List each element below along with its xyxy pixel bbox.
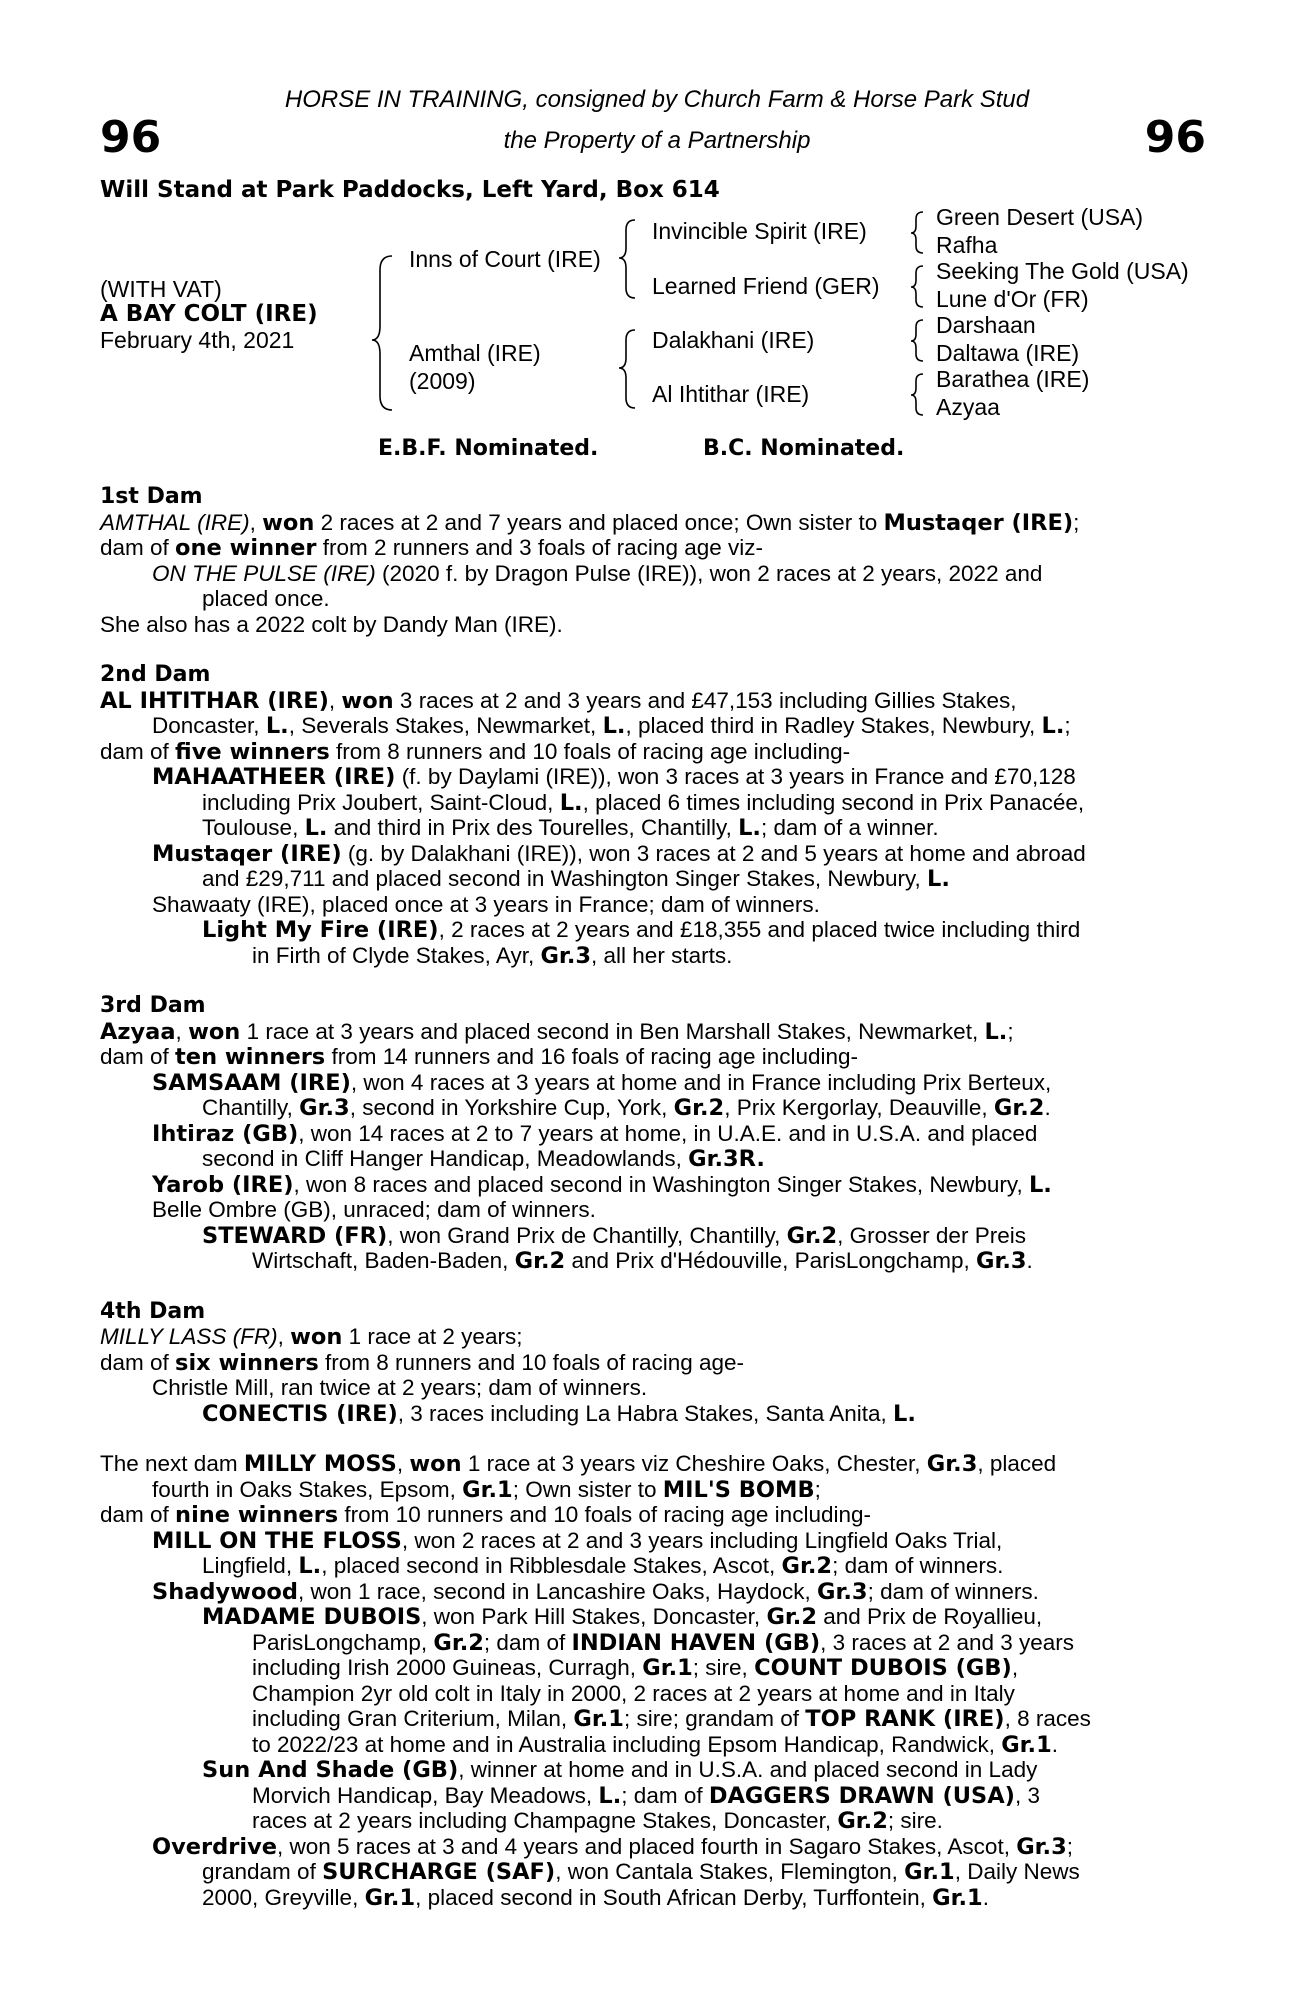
bold-text: Azyaa [100, 1018, 176, 1045]
bold-text: six winners [175, 1349, 319, 1376]
catalogue-line [100, 1655, 1205, 1681]
text: including Prix Joubert, Saint-Cloud, [202, 789, 560, 815]
ancestor-8: Azyaa [936, 394, 1000, 420]
ancestor-7: Barathea (IRE) [936, 366, 1090, 392]
text: ; [814, 1476, 821, 1502]
catalogue-line [100, 866, 1205, 892]
bold-text: won [341, 687, 394, 714]
text: ; sire. [887, 1808, 943, 1833]
bold-text: Gr.3 [975, 1248, 1027, 1274]
bold-text: SURCHARGE (SAF) [322, 1859, 556, 1885]
text: races at 2 years including Champagne Stakes, Doncaster, [252, 1808, 838, 1833]
date-of-birth: February 4th, 2021 [100, 327, 295, 353]
text: (2020 f. by Dragon Pulse (IRE)), won 2 races at 2 years, 2022 and [375, 560, 1043, 586]
catalogue-line [100, 1808, 1205, 1834]
catalogue-line [100, 1783, 1205, 1809]
text: Champion 2yr old colt in Italy in 2000, 2 races at 2 years at home and in Italy [252, 1680, 1015, 1706]
catalogue-line [100, 739, 1205, 765]
text: ; [1073, 509, 1080, 535]
catalogue-line [100, 943, 1205, 969]
text: , [1011, 1655, 1019, 1680]
text: , 3 [1014, 1782, 1040, 1808]
ancestor-4: Lune d'Or (FR) [936, 286, 1089, 312]
text: ; [1007, 1018, 1014, 1044]
bold-text: COUNT DUBOIS (GB) [754, 1655, 1012, 1681]
text: ; dam of winners. [832, 1553, 1004, 1578]
text: , [328, 687, 342, 713]
text: ; sire; grandam of [623, 1706, 806, 1731]
bold-text: Yarob (IRE) [152, 1171, 294, 1198]
bold-text: won [188, 1018, 241, 1045]
bold-text: Gr.3 [299, 1095, 350, 1121]
consignment-line: HORSE IN TRAINING, consigned by Church Farm & Horse Park Stud [284, 86, 1030, 113]
bold-text: won [290, 1324, 343, 1350]
lot-number-left: 96 [100, 112, 162, 163]
section-heading: 3rd Dam [100, 993, 206, 1018]
bold-text: Gr.2 [766, 1604, 817, 1630]
bold-text: Gr.1 [642, 1655, 693, 1681]
bold-text: L. [738, 815, 761, 841]
text: from 14 runners and 16 foals of racing age including- [325, 1044, 859, 1069]
dam-name: Amthal (IRE) [409, 340, 541, 366]
text: from 2 runners and 3 foals of racing age viz- [316, 535, 763, 560]
text: . [982, 1884, 989, 1910]
catalogue-line [100, 841, 1205, 867]
catalogue-line [100, 1630, 1205, 1656]
text: , won Cantala Stakes, Flemington, [555, 1859, 905, 1884]
text: and Prix d'Hédouville, ParisLongchamp, [565, 1248, 976, 1273]
text: including Irish 2000 Guineas, Curragh, [252, 1655, 643, 1680]
bold-text: Gr.3 [926, 1451, 978, 1477]
catalogue-line [100, 1706, 1205, 1732]
text: ; Own sister to [512, 1476, 663, 1502]
bold-text: Gr.1 [364, 1884, 416, 1911]
bold-text: Gr.2 [786, 1222, 838, 1249]
bold-text: Gr.2 [514, 1248, 566, 1274]
bold-text: L. [265, 713, 289, 739]
bold-text: TOP RANK (IRE) [805, 1706, 1005, 1732]
text: , Daily News [954, 1859, 1080, 1884]
bold-text: Gr.1 [462, 1476, 513, 1503]
text: 1 race at 2 years; [342, 1324, 523, 1349]
bold-text: Gr.3 [817, 1578, 868, 1605]
text: Morvich Handicap, Bay Meadows, [252, 1782, 599, 1808]
catalogue-line [100, 1248, 1205, 1274]
text: grandam of [202, 1859, 323, 1884]
text: Chantilly, [202, 1095, 300, 1120]
text: , placed 6 times including second in Prix Panacée, [582, 789, 1085, 815]
catalogue-line [100, 764, 1205, 790]
text: dam of [100, 1502, 176, 1527]
text: dam of [100, 738, 176, 764]
text: The next dam [100, 1451, 244, 1476]
text: , 2 races at 2 years and £18,355 and placed twice including third [438, 917, 1081, 942]
catalogue-line [100, 1553, 1205, 1579]
dam-section [100, 1451, 1205, 1910]
bold-text: Gr.2 [781, 1553, 833, 1579]
dam-dam-name: Al Ihtithar (IRE) [652, 381, 810, 407]
bold-text: Mustaqer (IRE) [883, 509, 1074, 536]
horse-name: A BAY COLT (IRE) [100, 301, 318, 327]
text: fourth in Oaks Stakes, Epsom, [152, 1476, 463, 1502]
catalogue-line [100, 1223, 1205, 1249]
text: , Prix Kergorlay, Deauville, [724, 1095, 994, 1120]
stand-location: Will Stand at Park Paddocks, Left Yard, Box 614 [100, 177, 720, 203]
bold-text: won [262, 509, 315, 536]
catalogue-line [100, 1528, 1205, 1554]
catalogue-line [100, 1681, 1205, 1707]
catalogue-line [100, 917, 1205, 943]
text: from 10 runners and 10 foals of racing age including- [338, 1502, 871, 1527]
text: (g. by Dalakhani (IRE)), won 3 races at 2 and 5 years at home and abroad [341, 840, 1086, 866]
italic-text: ON THE PULSE (IRE) [152, 560, 376, 586]
bold-text: AL IHTITHAR (IRE) [100, 687, 329, 714]
catalogue-line [100, 1070, 1205, 1096]
sire-sire-name: Invincible Spirit (IRE) [652, 218, 867, 244]
vat-note: (WITH VAT) [100, 276, 222, 302]
bold-text: five winners [175, 738, 330, 765]
text: Christle Mill, ran twice at 2 years; dam of winners. [152, 1375, 648, 1400]
text: , won 1 race, second in Lancashire Oaks, Haydock, [298, 1578, 818, 1604]
catalogue-line [100, 586, 1205, 612]
text: Shawaaty (IRE), placed once at 3 years in France; dam of winners. [152, 891, 820, 917]
bold-text: MAHAATHEER (IRE) [152, 764, 396, 790]
bold-text: Gr.2 [837, 1808, 888, 1834]
bold-text: MILLY MOSS [243, 1451, 397, 1477]
text: , placed third in Radley Stakes, Newbury, [625, 713, 1042, 738]
text: , won 2 races at 2 and 3 years including Lingfield Oaks Trial, [401, 1527, 1003, 1553]
text: in Firth of Clyde Stakes, Ayr, [252, 942, 541, 968]
text: ; dam of [621, 1782, 709, 1808]
text: , [249, 509, 263, 535]
bold-text: L. [1041, 713, 1065, 739]
text: and third in Prix des Tourelles, Chantilly, [327, 815, 739, 840]
text: Wirtschaft, Baden-Baden, [252, 1248, 515, 1273]
ancestor-1: Green Desert (USA) [936, 204, 1144, 230]
text: and £29,711 and placed second in Washington Singer Stakes, Newbury, [202, 866, 928, 891]
sire-name: Inns of Court (IRE) [409, 246, 601, 272]
text: , placed second in South African Derby, Turffontein, [415, 1884, 933, 1910]
text: 1 race at 3 years and placed second in Ben Marshall Stakes, Newmarket, [240, 1018, 985, 1044]
bold-text: L. [893, 1400, 916, 1427]
bold-text: nine winners [175, 1502, 339, 1528]
catalogue-line [100, 510, 1205, 536]
property-line: the Property of a Partnership [503, 127, 811, 154]
catalogue-line [100, 1172, 1205, 1198]
catalogue-line [100, 1451, 1205, 1477]
text: placed once. [202, 586, 330, 611]
bold-text: CONECTIS (IRE) [202, 1400, 398, 1427]
text: , second in Yorkshire Cup, York, [349, 1095, 674, 1120]
bold-text: MADAME DUBOIS [202, 1604, 422, 1630]
catalogue-line [100, 1197, 1205, 1223]
text: . [1044, 1095, 1051, 1120]
catalogue-line [100, 1757, 1205, 1783]
text: Belle Ombre (GB), unraced; dam of winners. [152, 1197, 596, 1222]
text: , placed second in Ribblesdale Stakes, Ascot, [321, 1553, 782, 1578]
bold-text: Gr.1 [904, 1859, 955, 1885]
text: , [175, 1018, 189, 1044]
catalogue-line [100, 713, 1205, 739]
bold-text: Gr.2 [673, 1095, 725, 1121]
text: dam of [100, 1349, 176, 1375]
catalogue-line [100, 1350, 1205, 1376]
bold-text: STEWARD (FR) [202, 1222, 388, 1249]
text: , [396, 1451, 410, 1476]
catalogue-line [100, 1579, 1205, 1605]
catalogue-line [100, 1859, 1205, 1885]
bold-text: L. [559, 789, 583, 816]
bold-text: Gr.3 [540, 942, 592, 969]
bc-nomination: B.C. Nominated. [703, 436, 905, 461]
ancestor-3: Seeking The Gold (USA) [936, 258, 1189, 284]
dam-section [100, 993, 1205, 1274]
bold-text: Mustaqer (IRE) [152, 840, 342, 867]
text: , won 4 races at 3 years at home and in France including Prix Berteux, [350, 1069, 1052, 1095]
catalogue-line [100, 688, 1205, 714]
text: , [277, 1324, 291, 1349]
bold-text: MIL'S BOMB [662, 1476, 815, 1503]
catalogue-line [100, 1502, 1205, 1528]
text: dam of [100, 1044, 176, 1069]
italic-text: MILLY LASS (FR) [100, 1324, 278, 1349]
catalogue-body [100, 484, 1205, 1935]
bold-text: ten winners [175, 1044, 326, 1070]
catalogue-line [100, 561, 1205, 587]
text: , 3 races at 2 and 3 years [820, 1629, 1075, 1655]
text: , placed [977, 1451, 1057, 1476]
bold-text: Gr.2 [433, 1629, 484, 1656]
catalogue-line [100, 535, 1205, 561]
text: , winner at home and in U.S.A. and placed second in Lady [458, 1757, 1038, 1782]
bold-text: MILL ON THE FLOSS [152, 1527, 402, 1554]
catalogue-line [100, 612, 1205, 638]
bold-text: L. [984, 1018, 1008, 1045]
bold-text: Light My Fire (IRE) [202, 917, 439, 943]
ancestor-5: Darshaan [936, 312, 1036, 338]
bold-text: L. [598, 1782, 622, 1809]
text: ; sire, [692, 1655, 755, 1680]
text: second in Cliff Hanger Handicap, Meadowlands, [202, 1146, 689, 1171]
text: , 3 races including La Habra Stakes, Santa Anita, [397, 1400, 894, 1426]
text: , 8 races [1004, 1706, 1091, 1731]
text: , won Park Hill Stakes, Doncaster, [421, 1604, 767, 1629]
dam-sire-name: Dalakhani (IRE) [652, 327, 815, 353]
italic-text: AMTHAL (IRE) [100, 509, 250, 535]
catalogue-line [100, 892, 1205, 918]
bold-text: Shadywood [152, 1578, 298, 1605]
text: including Gran Criterium, Milan, [252, 1706, 574, 1731]
catalogue-line [100, 1834, 1205, 1860]
text: . [1051, 1731, 1059, 1757]
bold-text: DAGGERS DRAWN (USA) [708, 1782, 1015, 1809]
text: ; dam of [483, 1629, 572, 1655]
catalogue-line [100, 1121, 1205, 1147]
catalogue-line [100, 1375, 1205, 1401]
text: Doncaster, [152, 713, 266, 738]
bold-text: L. [298, 1553, 322, 1579]
text: , Grosser der Preis [837, 1222, 1026, 1248]
bold-text: Gr.1 [932, 1884, 983, 1911]
text: , won 5 races at 3 and 4 years and placed fourth in Sagaro Stakes, Ascot, [277, 1833, 1017, 1859]
dam-section [100, 484, 1205, 637]
catalogue-line [100, 1604, 1205, 1630]
text: ; [1064, 713, 1071, 738]
bold-text: INDIAN HAVEN (GB) [571, 1629, 821, 1656]
bold-text: Gr.1 [1001, 1731, 1052, 1758]
text: 1 race at 3 years viz Cheshire Oaks, Chester, [461, 1451, 927, 1476]
bold-text: L. [304, 815, 328, 841]
catalogue-line [100, 1044, 1205, 1070]
catalogue-line [100, 1324, 1205, 1350]
ancestor-2: Rafha [936, 232, 998, 258]
bold-text: Gr.3R. [688, 1146, 765, 1172]
dam-section [100, 662, 1205, 968]
bold-text: L. [602, 713, 626, 739]
text: , won 8 races and placed second in Washington Singer Stakes, Newbury, [293, 1171, 1029, 1197]
text: Lingfield, [202, 1553, 299, 1578]
text: ; dam of a winner. [760, 815, 939, 840]
bold-text: L. [1028, 1171, 1052, 1198]
text: ParisLongchamp, [252, 1629, 434, 1655]
text: (f. by Daylami (IRE)), won 3 races at 3 years in France and £70,128 [395, 764, 1076, 789]
bold-text: Ihtiraz (GB) [152, 1120, 299, 1147]
catalogue-line [100, 1885, 1205, 1911]
text: 2 races at 2 and 7 years and placed once; Own sister to [314, 509, 884, 535]
dam-foaling-year: (2009) [409, 368, 476, 394]
catalogue-line [100, 1095, 1205, 1121]
text: , all her starts. [591, 942, 733, 968]
catalogue-line [100, 790, 1205, 816]
bold-text: Sun And Shade (GB) [202, 1757, 459, 1783]
bold-text: Gr.3 [1016, 1833, 1067, 1860]
section-heading: 4th Dam [100, 1298, 206, 1324]
text: , won Grand Prix de Chantilly, Chantilly, [387, 1222, 787, 1248]
bold-text: Overdrive [152, 1833, 277, 1860]
text: 2000, Greyville, [202, 1884, 365, 1910]
ebf-nomination: E.B.F. Nominated. [378, 436, 599, 461]
text: , Severals Stakes, Newmarket, [288, 713, 603, 738]
text: , won 14 races at 2 to 7 years at home, in U.A.E. and in U.S.A. and placed [298, 1120, 1038, 1146]
catalogue-line [100, 1477, 1205, 1503]
bold-text: one winner [175, 535, 317, 561]
bold-text: L. [927, 866, 950, 892]
bold-text: Gr.1 [573, 1706, 624, 1732]
catalogue-line [100, 1401, 1205, 1427]
text: She also has a 2022 colt by Dandy Man (IRE). [100, 611, 563, 637]
catalogue-line [100, 1732, 1205, 1758]
catalogue-line [100, 1146, 1205, 1172]
text: to 2022/23 at home and in Australia including Epsom Handicap, Randwick, [252, 1731, 1002, 1757]
ancestor-6: Daltawa (IRE) [936, 340, 1080, 366]
text: ; [1066, 1833, 1074, 1859]
sire-dam-name: Learned Friend (GER) [652, 273, 880, 299]
catalogue-line [100, 1019, 1205, 1045]
text: and Prix de Royallieu, [817, 1604, 1043, 1629]
section-heading: 1st Dam [100, 484, 203, 509]
text: Toulouse, [202, 815, 305, 840]
text: dam of [100, 535, 176, 560]
section-heading: 2nd Dam [100, 662, 211, 687]
catalogue-line [100, 815, 1205, 841]
bold-text: won [409, 1451, 462, 1477]
text: from 8 runners and 10 foals of racing age- [318, 1349, 745, 1375]
dam-section [100, 1299, 1205, 1427]
text: 3 races at 2 and 3 years and £47,153 including Gillies Stakes, [393, 687, 1017, 713]
text: ; dam of winners. [867, 1578, 1039, 1604]
text: . [1026, 1248, 1033, 1273]
bold-text: Gr.2 [993, 1095, 1045, 1121]
bold-text: SAMSAAM (IRE) [152, 1069, 351, 1096]
lot-number-right: 96 [1144, 112, 1206, 163]
text: from 8 runners and 10 foals of racing age including- [329, 738, 851, 764]
